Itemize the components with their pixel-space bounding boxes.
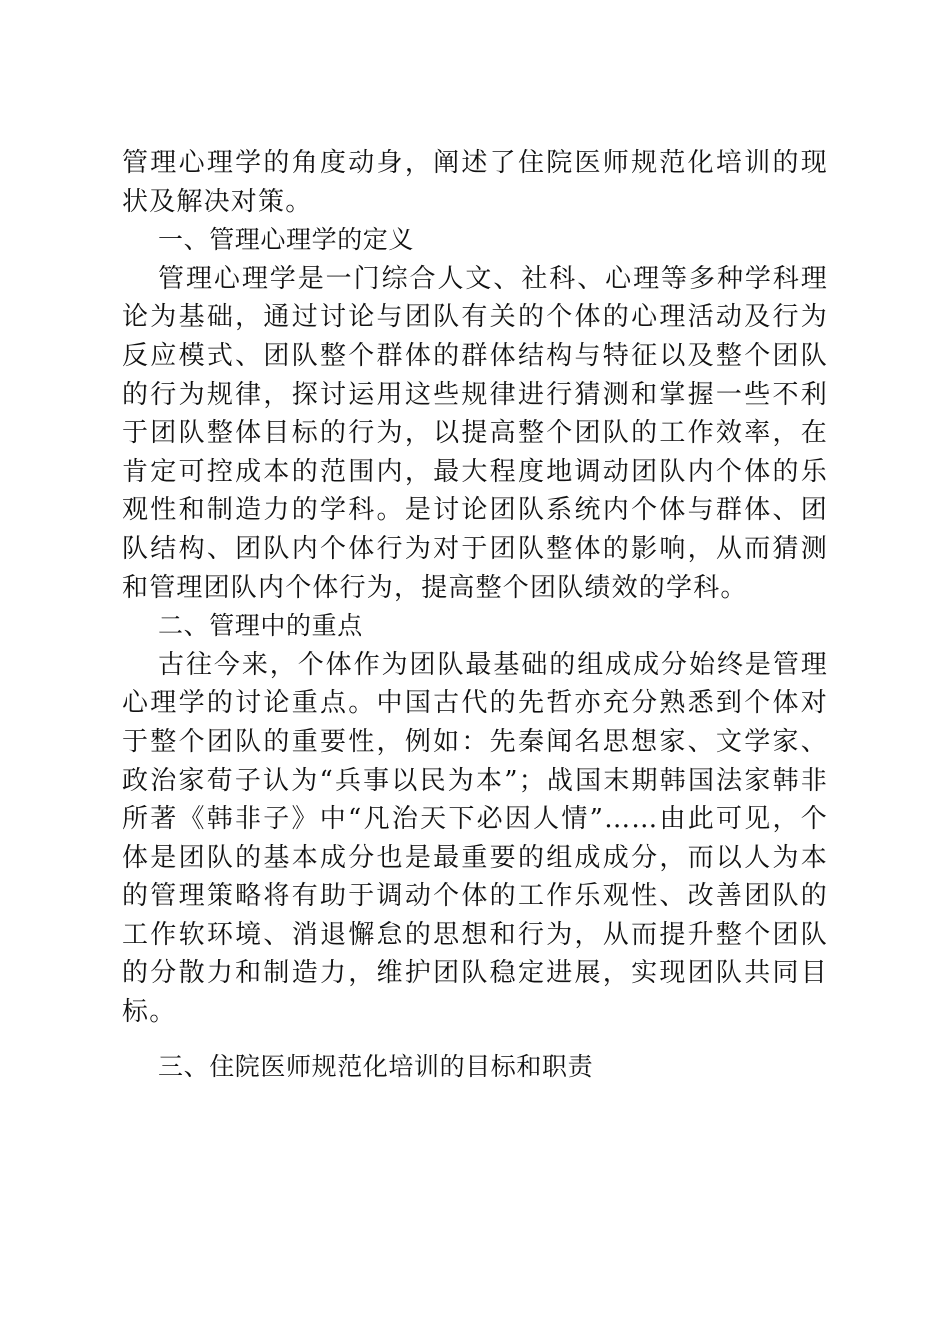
section-spacer: [122, 1032, 828, 1048]
section-2-heading: 二、管理中的重点: [158, 611, 363, 641]
section-3-heading: 三、住院医师规范化培训的目标和职责: [158, 1051, 594, 1081]
continuation-paragraph: 管理心理学的角度动身，阐述了住院医师规范化培训的现状及解决对策。: [122, 148, 828, 217]
section-1-heading: 一、管理心理学的定义: [158, 225, 415, 255]
section-2-paragraph: 古往今来，个体作为团队最基础的组成成分始终是管理心理学的讨论重点。中国古代的先哲亦充分熟悉到个体对于整个团队的重要性，例如：先秦闻名思想家、文学家、政治家荀子认为“兵事以民为本”；战国末期韩国法家韩非所著《韩非子》中“凡治天下必因人情”……由此可见，个体是团队的基本成分也是最重要的组成成分，而以人为本的管理策略将有助于调动个体的工作乐观性、改善团队的工作软环境、消退懈怠的思想和行为，从而提升整个团队的分散力和制造力，维护团队稳定进展，实现团队共同目标。: [122, 649, 828, 1028]
section-1-paragraph: 管理心理学是一门综合人文、社科、心理等多种学科理论为基础，通过讨论与团队有关的个体的心理活动及行为反应模式、团队整个群体的群体结构与特征以及整个团队的行为规律，探讨运用这些规律进行猜测和掌握一些不利于团队整体目标的行为，以提高整个团队的工作效率，在肯定可控成本的范围内，最大程度地调动团队内个体的乐观性和制造力的学科。是讨论团队系统内个体与群体、团队结构、团队内个体行为对于团队整体的影响，从而猜测和管理团队内个体行为，提高整个团队绩效的学科。: [122, 263, 828, 603]
document-body: [122, 144, 828, 1086]
